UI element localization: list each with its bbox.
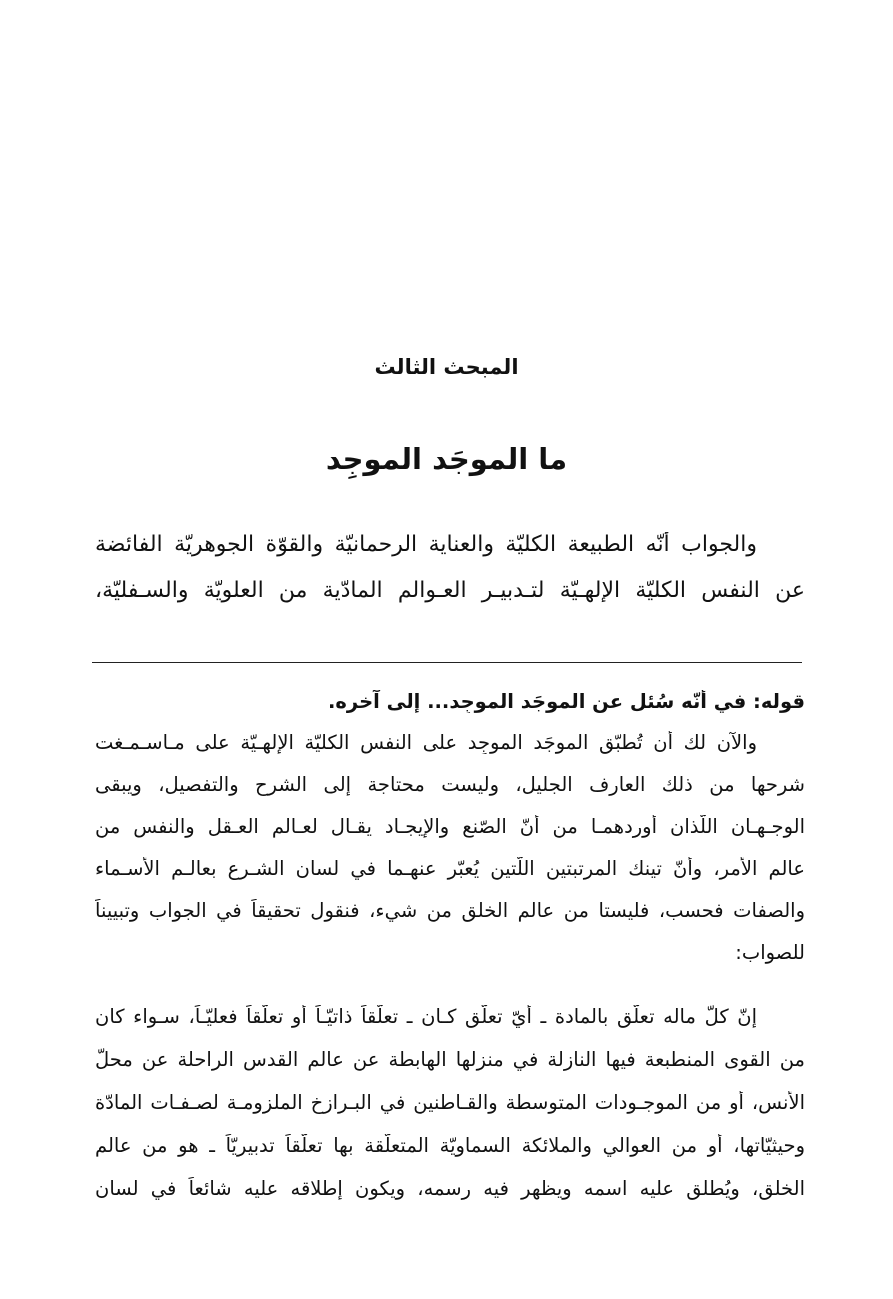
footnote-line: عالم الأمر، وأنّ تينك المرتبتين اللّتين يُعبّر عنهـما في لسان الشـرع بعالـم الأسـماء xyxy=(95,857,805,880)
footnote-line: والآن لك أن تُطبّق الموجَد الموجِد على النفس الكليّة الإلهـيّة على مـاسـمـغت xyxy=(95,731,757,754)
footnote-line: للصواب: xyxy=(735,941,805,964)
footnote-line: الوجـهـان اللّذان أوردهمـا من أنّ الصّنع والإيجـاد يقـال لعـالم العـقل والنفس من xyxy=(95,815,805,838)
footnote-line: الأُنس، أو من الموجـودات المتوسطة والقـاطنين في البـرازخ الملزومـة لصـفـات المادّة xyxy=(95,1091,805,1114)
footnote-divider xyxy=(92,662,802,663)
footnote-line: الخلق، ويُطلق عليه اسمه ويظهر فيه رسمه، ويكون إطلاقه عليه شائعاً في لسان xyxy=(95,1177,805,1200)
footnote-line: والصفات فحسب، فليستا من عالم الخلق من شيء، فنقول تحقيقاً في الجواب وتبييناً xyxy=(95,899,805,922)
footnote-heading: قوله: في أنّه سُئل عن الموجَد الموجِد... إلى آخره. xyxy=(328,690,805,713)
section-label: المبحث الثالث xyxy=(374,355,519,379)
footnote-line: وحيثيّاتها، أو من العوالي والملائكة السماويّة المتعلّقة بها تعلّقاً تدبيريّاً ـ هو من عالم xyxy=(95,1134,805,1157)
main-text-line: والجواب أنّه الطبيعة الكليّة والعناية الرحمانيّة والقوّة الجوهريّة الفائضة xyxy=(95,532,757,557)
footnote-line: من القوى المنطبعة فيها النازلة في منزلها الهابطة عن عالم القدس الراحلة عن محلّ xyxy=(95,1048,805,1071)
main-text-line: عن النفس الكليّة الإلهـيّة لتـدبيـر العـوالم المادّية من العلويّة والسـفليّة، xyxy=(95,578,805,603)
page-title: ما الموجَد الموجِد xyxy=(325,442,568,476)
footnote-line: شرحها من ذلك العارف الجليل، وليست محتاجة إلى الشرح والتفصيل، ويبقى xyxy=(95,773,805,796)
footnote-line: إنّ كلّ ماله تعلّق بالمادة ـ أيّ تعلّق كـان ـ تعلّقاً ذاتيّـاً أو تعلّقاً فعليّـاً، سـواء كان xyxy=(95,1005,757,1028)
